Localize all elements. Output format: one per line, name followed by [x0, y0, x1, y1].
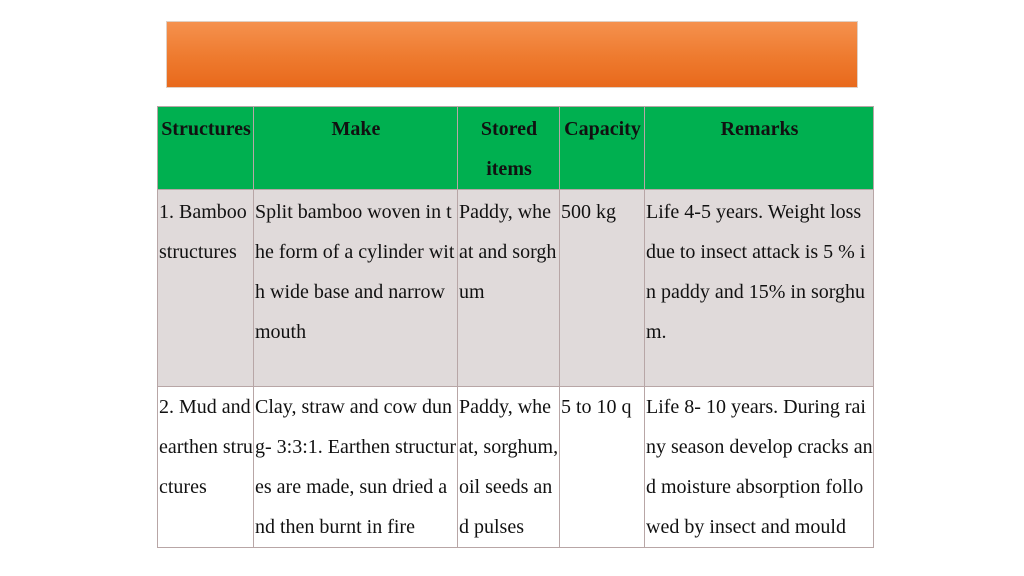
table-row	[158, 190, 874, 387]
cell-structure: 1. Bamboo structures	[158, 190, 254, 387]
column-header-structures: Structures	[158, 107, 254, 190]
column-header-stored-items: Stored items	[458, 107, 560, 190]
column-header-remarks: Remarks	[645, 107, 874, 190]
cell-structure: 2. Mud and earthen structures	[158, 387, 254, 548]
cell-stored-items: Paddy, wheat and sorghum	[458, 190, 560, 387]
cell-capacity: 5 to 10 q	[560, 387, 645, 548]
cell-make: Split bamboo woven in the form of a cylinder with wide base and narrow mouth	[254, 190, 458, 387]
column-header-make: Make	[254, 107, 458, 190]
cell-stored-items: Paddy, wheat, sorghum,oil seeds and pulses	[458, 387, 560, 548]
column-header-capacity: Capacity	[560, 107, 645, 190]
title-banner	[166, 21, 858, 88]
table-header-row	[158, 107, 874, 190]
cell-remarks: Life 4-5 years. Weight loss due to insect attack is 5 % in paddy and 15% in sorghum.	[645, 190, 874, 387]
table-row	[158, 387, 874, 548]
storage-structures-table	[157, 106, 874, 548]
cell-remarks: Life 8- 10 years. During rainy season develop cracks and moisture absorption followed by insect and mould	[645, 387, 874, 548]
cell-capacity: 500 kg	[560, 190, 645, 387]
cell-make: Clay, straw and cow dung- 3:3:1. Earthen structures are made, sun dried and then burnt in fire	[254, 387, 458, 548]
